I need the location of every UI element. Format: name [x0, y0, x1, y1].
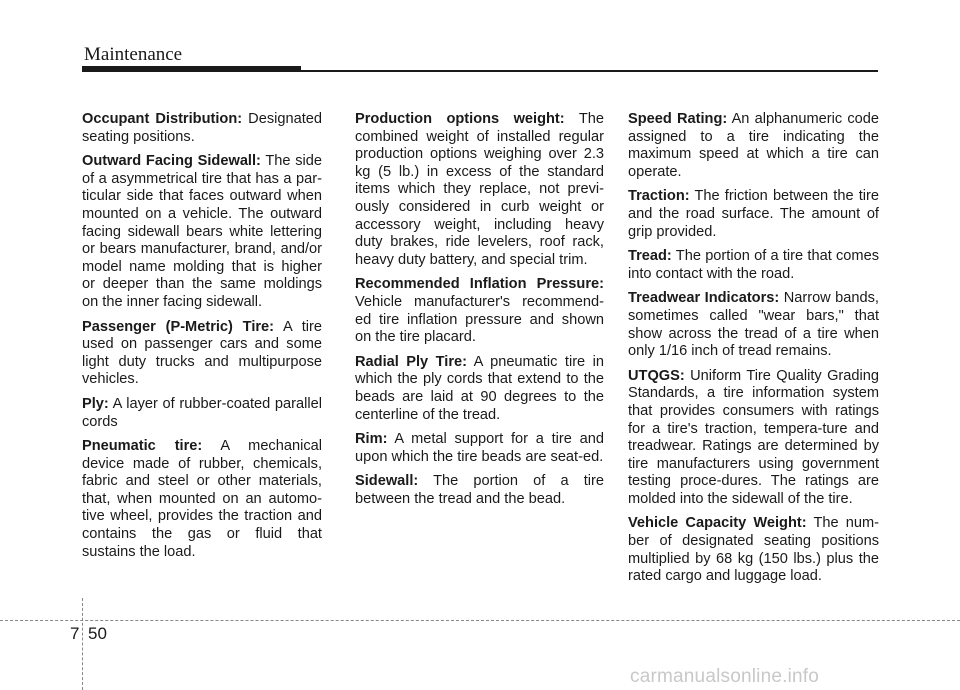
- glossary-entry: [82, 153, 322, 311]
- glossary-term: Sidewall:: [355, 473, 419, 490]
- glossary-term: Occupant Distribution:: [82, 111, 243, 127]
- glossary-definition: A metal support for a tire and upon which the tire beads are seat-ed.: [355, 431, 604, 465]
- glossary-definition: A pneumatic tire in which the ply cords that extend to the beads are laid at 90 degrees to the centerline of the tread.: [355, 353, 604, 423]
- glossary-entry: [355, 111, 604, 269]
- glossary-term: Traction:: [628, 188, 690, 205]
- glossary-term: Rim:: [355, 431, 388, 448]
- text-column-1: [82, 111, 322, 568]
- glossary-term: Passenger (P-Metric) Tire:: [82, 318, 275, 335]
- glossary-entry: [82, 396, 322, 431]
- text-column-2: [355, 111, 604, 515]
- glossary-term: Production options weight:: [355, 111, 565, 127]
- glossary-entry: [355, 276, 604, 346]
- glossary-definition: The friction between the tire and the road surface. The amount of grip provided.: [628, 188, 879, 240]
- glossary-term: Vehicle Capacity Weight:: [628, 515, 807, 532]
- glossary-term: Treadwear Indicators:: [628, 290, 780, 307]
- header-rule-thin: [301, 70, 878, 72]
- glossary-definition: Vehicle manufacturer's recommend-ed tire inflation pressure and shown on the tire placard.: [355, 293, 604, 346]
- footer-dashed-rule: [0, 620, 960, 621]
- glossary-definition: The portion of a tire between the tread and the bead.: [355, 473, 604, 507]
- glossary-definition: Narrow bands, sometimes called "wear bars," that show across the tread of a tire when only 1/16 inch of tread remains.: [628, 290, 879, 360]
- glossary-entry: [355, 431, 604, 466]
- glossary-definition: The combined weight of installed regular production options weighing over 2.3 kg (5 lb.) in excess of the standard items which they replace, not previ-ously considered in curb weight or accessory weight, including heavy duty brakes, ride levelers, roof rack, heavy duty battery, and special trim.: [355, 111, 604, 268]
- glossary-term: Tread:: [628, 248, 672, 265]
- glossary-definition: A mechanical device made of rubber, chemicals, fabric and steel or other materials, that, when mounted on an automo-tive wheel, provides the traction and contains the gas or fluid that sustains the load.: [82, 438, 322, 560]
- glossary-term: Outward Facing Sidewall:: [82, 153, 261, 170]
- glossary-entry: [628, 290, 879, 360]
- glossary-definition: The portion of a tire that comes into contact with the road.: [628, 248, 879, 282]
- glossary-entry: [628, 188, 879, 241]
- glossary-entry: [628, 248, 879, 283]
- glossary-definition: Designated seating positions.: [82, 111, 322, 145]
- glossary-term: Ply:: [82, 395, 109, 412]
- glossary-entry: [628, 515, 879, 585]
- glossary-definition: An alphanumeric code assigned to a tire indicating the maximum speed at which a tire can operate.: [628, 111, 880, 180]
- glossary-entry: [82, 438, 322, 561]
- text-column-3: [628, 111, 879, 593]
- glossary-entry: [82, 319, 322, 389]
- page-number: 50: [88, 624, 107, 643]
- glossary-entry: [628, 368, 879, 509]
- glossary-term: Speed Rating:: [628, 111, 728, 127]
- watermark: carmanualsonline.info: [630, 666, 820, 687]
- glossary-definition: Uniform Tire Quality Grading Standards, a tire information system that provides consumers with ratings for a tire's traction, tempera-ture and treadwear. Ratings are determined by tire manufacturers using government testing proce-dures. The ratings are molded into the sidewall of the tire.: [628, 367, 879, 507]
- glossary-term: UTQGS:: [628, 367, 685, 384]
- glossary-term: Pneumatic tire:: [82, 438, 203, 455]
- glossary-entry: [628, 111, 879, 181]
- footer-dashed-divider: [82, 598, 83, 690]
- chapter-number: 7: [70, 624, 80, 643]
- glossary-definition: A tire used on passenger cars and some light duty trucks and multipurpose vehicles.: [82, 318, 322, 388]
- section-title: Maintenance: [84, 44, 183, 65]
- glossary-definition: The side of a asymmetrical tire that has a par-ticular side that faces outward when mounted on a vehicle. The outward facing sidewall bears white lettering or bears manufacturer, brand, and/or model name molding that is higher or deeper than the same moldings on the inner facing sidewall.: [82, 153, 322, 310]
- glossary-entry: [355, 354, 604, 424]
- glossary-definition: A layer of rubber-coated parallel cords: [82, 395, 322, 430]
- glossary-entry: [355, 473, 604, 508]
- glossary-definition: The num-ber of designated seating positions multiplied by 68 kg (150 lbs.) plus the rated cargo and luggage load.: [628, 515, 879, 585]
- glossary-term: Radial Ply Tire:: [355, 353, 468, 370]
- header-rule-thick: [82, 66, 301, 72]
- glossary-term: Recommended Inflation Pressure:: [355, 276, 604, 293]
- glossary-entry: [82, 111, 322, 146]
